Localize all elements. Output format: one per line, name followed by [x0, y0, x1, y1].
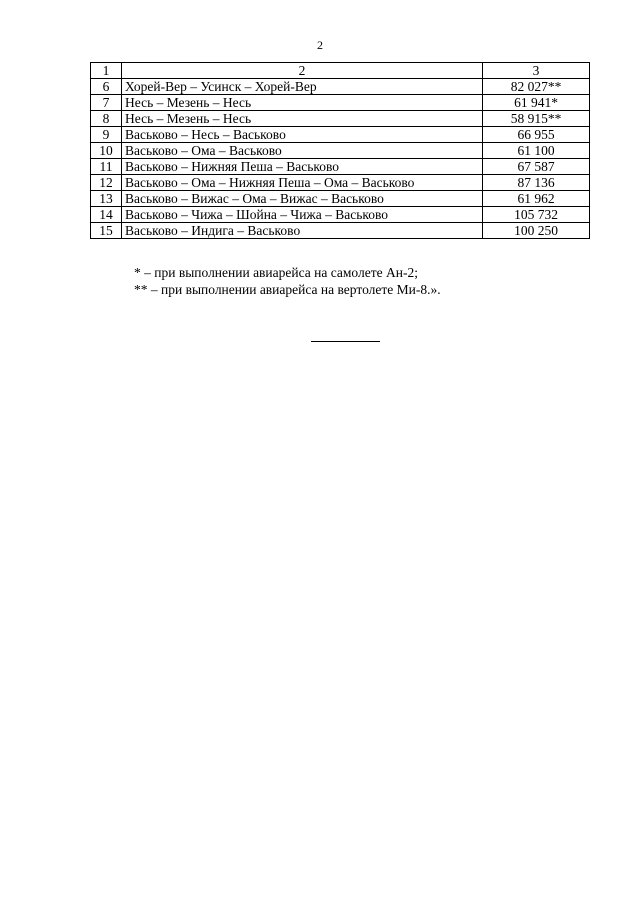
route-name: Васьково – Ома – Васьково: [122, 143, 483, 159]
route-name: Васьково – Чижа – Шойна – Чижа – Васьково: [122, 207, 483, 223]
table-row: [91, 95, 590, 111]
route-price: 105 732: [483, 207, 590, 223]
route-price: 66 955: [483, 127, 590, 143]
table-row: [91, 79, 590, 95]
route-name: Несь – Мезень – Несь: [122, 111, 483, 127]
route-name: Васьково – Индига – Васьково: [122, 223, 483, 239]
header-col-3: 3: [483, 63, 590, 79]
table-row: [91, 159, 590, 175]
row-number: 7: [91, 95, 122, 111]
route-name: Несь – Мезень – Несь: [122, 95, 483, 111]
route-price: 58 915**: [483, 111, 590, 127]
row-number: 8: [91, 111, 122, 127]
header-col-1: 1: [91, 63, 122, 79]
row-number: 11: [91, 159, 122, 175]
routes-table: [90, 62, 590, 239]
route-price: 61 941*: [483, 95, 590, 111]
table-row: [91, 143, 590, 159]
page-number: 2: [317, 38, 323, 52]
route-name: Хорей-Вер – Усинск – Хорей-Вер: [122, 79, 483, 95]
route-name: Васьково – Нижняя Пеша – Васьково: [122, 159, 483, 175]
row-number: 12: [91, 175, 122, 191]
table-row: [91, 127, 590, 143]
header-col-2: 2: [122, 63, 483, 79]
route-price: 61 962: [483, 191, 590, 207]
row-number: 10: [91, 143, 122, 159]
row-number: 13: [91, 191, 122, 207]
table-row: [91, 207, 590, 223]
route-name: Васьково – Несь – Васьково: [122, 127, 483, 143]
table-header-row: [91, 63, 590, 79]
row-number: 14: [91, 207, 122, 223]
closing-rule: [311, 341, 380, 342]
route-price: 100 250: [483, 223, 590, 239]
table-row: [91, 111, 590, 127]
route-name: Васьково – Вижас – Ома – Вижас – Васьково: [122, 191, 483, 207]
footnote-an2: * – при выполнении авиарейса на самолете Ан-2;: [134, 265, 418, 280]
table-row: [91, 223, 590, 239]
table-row: [91, 191, 590, 207]
row-number: 9: [91, 127, 122, 143]
route-price: 67 587: [483, 159, 590, 175]
footnotes: [134, 264, 441, 298]
route-price: 82 027**: [483, 79, 590, 95]
route-price: 87 136: [483, 175, 590, 191]
footnote-mi8: ** – при выполнении авиарейса на вертолете Ми-8.».: [134, 282, 441, 297]
table-row: [91, 175, 590, 191]
row-number: 6: [91, 79, 122, 95]
route-price: 61 100: [483, 143, 590, 159]
row-number: 15: [91, 223, 122, 239]
route-name: Васьково – Ома – Нижняя Пеша – Ома – Васьково: [122, 175, 483, 191]
